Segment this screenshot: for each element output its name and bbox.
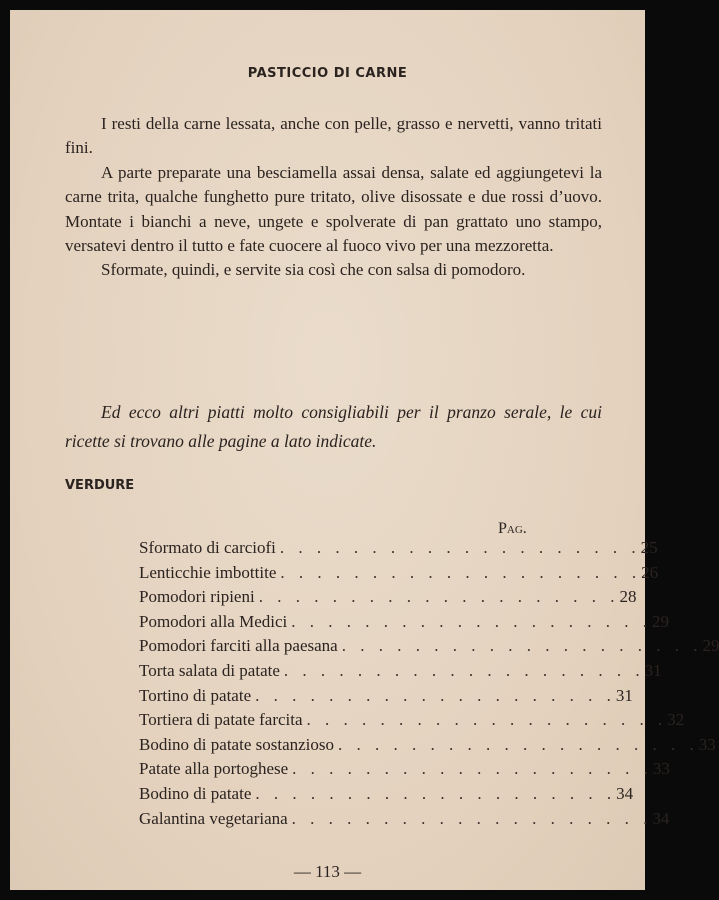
index-item-page: 34 [652, 808, 670, 828]
index-item-page: 31 [615, 685, 633, 705]
index-item-page: 32 [667, 710, 685, 730]
index-row [139, 538, 658, 563]
index-item-name: Tortino di patate [139, 685, 252, 705]
leader-dots: . . . . . . . . . . . . . . . . . . . . [255, 685, 616, 705]
leader-dots: . . . . . . . . . . . . . . . . . . . . [341, 636, 703, 656]
index-item-page: 25 [640, 538, 658, 557]
index-item-name: Pomodori alla Medici [139, 611, 288, 631]
leader-dots: . . . . . . . . . . . . . . . . . . . . [291, 611, 653, 631]
index-item-name: Bodino di patate [139, 783, 252, 803]
index-item-name: Lenticchie imbottite [139, 562, 277, 582]
page-number: — 113 — [293, 862, 362, 881]
recipe-paragraph: A parte preparate una besciamella assai densa, salate ed aggiungetevi la carne trita, qualche funghetto pure tritato, olive disossate e due rossi d’uovo. Montate i bianchi a neve, ungete e spolverate di pan grattato uno stampo, versatevi dentro il tutto e fate cuocere al fuoco vivo per una mezzoretta. [65, 162, 602, 256]
index-item-name: Bodino di patate sostanzioso [139, 734, 335, 754]
intro-text: Ed ecco altri piatti molto consigliabili per il pranzo serale, le cui ricette si trovano alle pagine a lato indicate. [65, 402, 602, 451]
page-column-header: Pag. [498, 520, 527, 537]
index-item-page: 33 [652, 759, 670, 779]
leader-dots: . . . . . . . . . . . . . . . . . . . . [279, 538, 641, 557]
index-item-name: Patate alla portoghese [139, 759, 289, 779]
index-row [139, 587, 637, 612]
leader-dots: . . . . . . . . . . . . . . . . . . . . [292, 759, 653, 779]
index-item-name: Sformato di carciofi [139, 538, 276, 557]
index-row [139, 710, 685, 735]
recipe-title: PASTICCIO DI CARNE [247, 66, 408, 81]
index-row [139, 759, 670, 784]
index-row [139, 636, 719, 661]
index-item-page: 33 [698, 734, 716, 754]
index-item-name: Torta salata di patate [139, 660, 280, 680]
index-row [139, 685, 633, 711]
index-item-page: 34 [616, 783, 634, 803]
index-row [139, 734, 716, 760]
leader-dots: . . . . . . . . . . . . . . . . . . . . [258, 587, 620, 607]
index-row [139, 660, 662, 686]
index-item-name: Galantina vegetariana [139, 808, 288, 828]
index-item-name: Tortiera di patate farcita [139, 710, 303, 730]
leader-dots: . . . . . . . . . . . . . . . . . . . . [283, 660, 645, 680]
index-item-page: 26 [641, 562, 659, 582]
index-item-name: Pomodori farciti alla paesana [139, 636, 338, 656]
leader-dots: . . . . . . . . . . . . . . . . . . . . [291, 808, 653, 828]
index-item-page: 31 [644, 660, 662, 680]
leader-dots: . . . . . . . . . . . . . . . . . . . . [338, 734, 699, 754]
recipe-body [65, 112, 602, 283]
recipe-index-list [139, 538, 719, 833]
index-row [139, 783, 634, 809]
index-row [139, 808, 670, 834]
leader-dots: . . . . . . . . . . . . . . . . . . . . [255, 783, 617, 803]
index-item-name: Pomodori ripieni [139, 587, 255, 607]
section-title: VERDURE [65, 478, 135, 493]
leader-dots: . . . . . . . . . . . . . . . . . . . . [280, 562, 642, 582]
index-item-page: 28 [619, 587, 637, 607]
index-row [139, 611, 670, 637]
recipe-paragraph: Sformate, quindi, e servite sia così che con salsa di pomodoro. [101, 260, 526, 280]
index-item-page: 29 [652, 611, 670, 631]
index-row [139, 562, 659, 588]
recipe-paragraph: I resti della carne lessata, anche con pelle, grasso e nervetti, vanno tritati fini. [65, 114, 602, 158]
leader-dots: . . . . . . . . . . . . . . . . . . . . [306, 710, 668, 730]
book-page [10, 10, 719, 890]
index-item-page: 29 [702, 636, 719, 656]
